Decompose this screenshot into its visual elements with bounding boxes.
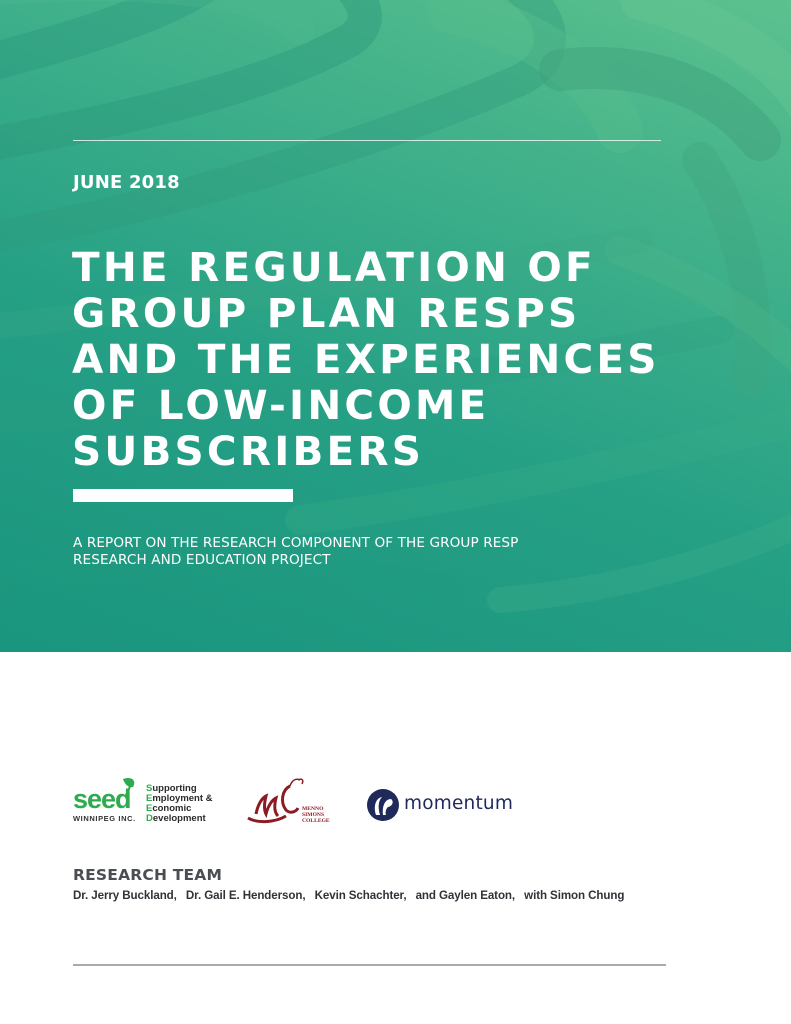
research-team-members bbox=[73, 889, 624, 902]
research-team-heading: RESEARCH TEAM bbox=[73, 866, 223, 884]
team-member: with Simon Chung bbox=[524, 889, 625, 902]
msc-monogram-icon bbox=[246, 776, 306, 826]
menno-line: SIMONS bbox=[302, 812, 325, 818]
menno-simons-college-logo bbox=[246, 776, 336, 826]
team-member: Kevin Schachter, bbox=[314, 889, 407, 902]
seed-acronym-lines bbox=[146, 784, 213, 824]
report-subtitle bbox=[73, 535, 673, 569]
team-member: and Gaylen Eaton, bbox=[415, 889, 516, 902]
acronym-initial: D bbox=[146, 813, 153, 824]
report-title bbox=[72, 244, 752, 474]
title-line: GROUP PLAN RESPS bbox=[72, 289, 581, 337]
momentum-logo bbox=[366, 788, 514, 822]
seed-wordmark: seed bbox=[73, 784, 131, 814]
momentum-wordmark: momentum bbox=[404, 793, 514, 814]
title-line: OF LOW-INCOME bbox=[72, 381, 490, 429]
menno-line: COLLEGE bbox=[302, 818, 330, 824]
title-line: AND THE EXPERIENCES bbox=[72, 335, 660, 383]
acronym-rest: conomic bbox=[152, 803, 192, 814]
acronym-initial: S bbox=[146, 783, 153, 794]
acronym-initial: E bbox=[146, 793, 153, 804]
acronym-initial: E bbox=[146, 803, 153, 814]
acronym-rest: mployment & bbox=[152, 793, 213, 804]
subtitle-line: RESEARCH AND EDUCATION PROJECT bbox=[73, 552, 331, 568]
subtitle-line: A REPORT ON THE RESEARCH COMPONENT OF THE GROUP RESP bbox=[73, 535, 519, 551]
title-line: THE REGULATION OF bbox=[72, 243, 596, 291]
seed-winnipeg-logo bbox=[73, 778, 223, 826]
acronym-rest: evelopment bbox=[152, 813, 206, 824]
title-line: SUBSCRIBERS bbox=[72, 427, 425, 475]
menno-simons-wordmark bbox=[302, 806, 330, 824]
momentum-emblem-icon bbox=[366, 788, 400, 822]
team-member: Dr. Gail E. Henderson, bbox=[185, 889, 306, 902]
partner-logos bbox=[73, 778, 673, 828]
menno-line: MENNO bbox=[302, 806, 324, 812]
report-date: JUNE 2018 bbox=[73, 172, 180, 193]
seed-subtitle: WINNIPEG INC. bbox=[73, 814, 136, 823]
title-accent-bar bbox=[73, 489, 293, 502]
team-member: Dr. Jerry Buckland, bbox=[73, 889, 177, 902]
acronym-rest: upporting bbox=[152, 783, 197, 794]
top-divider bbox=[73, 140, 661, 141]
bottom-divider bbox=[73, 964, 666, 966]
